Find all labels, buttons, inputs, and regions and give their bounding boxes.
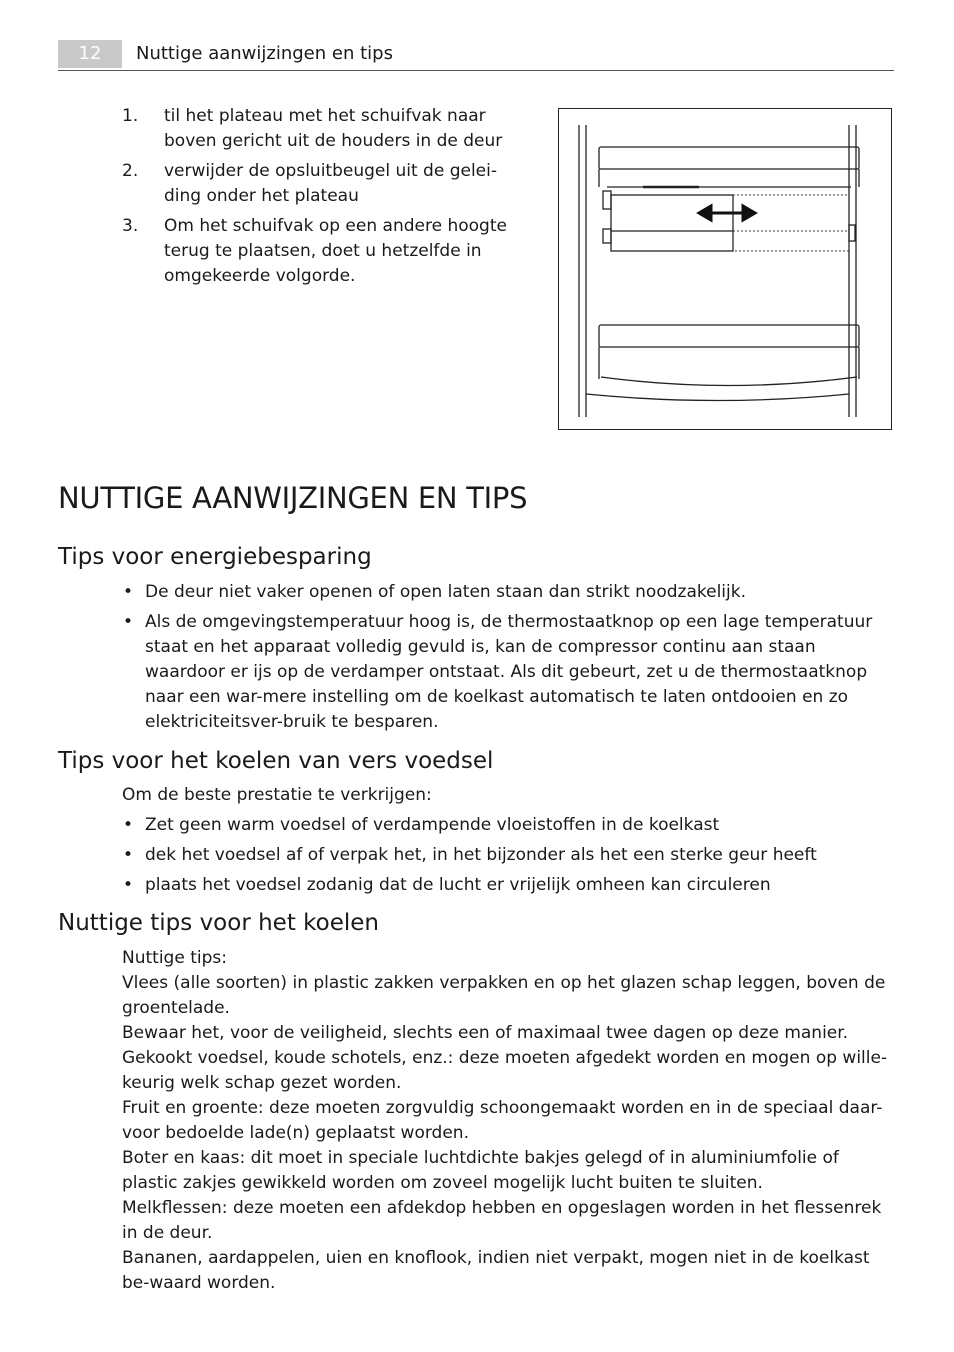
drawer-alt-position bbox=[733, 195, 849, 251]
header-divider bbox=[58, 70, 894, 71]
lower-shelf-lip bbox=[601, 377, 857, 386]
page-number-badge bbox=[58, 40, 122, 68]
list-item-text: dek het voedsel af of verpak het, in het bijzonder als het een sterke geur heeft bbox=[145, 845, 817, 865]
drawer bbox=[611, 195, 733, 251]
tip-line: Vlees (alle soorten) in plastic zakken verpakken en op het glazen schap leggen, boven de groentelade. bbox=[122, 973, 886, 1018]
page-title: NUTTIGE AANWIJZINGEN EN TIPS bbox=[58, 481, 528, 515]
tip-line: Bewaar het, voor de veiligheid, slechts een of maximaal twee dagen op deze manier. bbox=[122, 1023, 849, 1043]
step-number: 3. bbox=[122, 216, 139, 236]
lower-shelf bbox=[599, 325, 859, 347]
page-number: 12 bbox=[78, 43, 102, 64]
step-number: 2. bbox=[122, 161, 139, 181]
fridge-door-drawing bbox=[559, 109, 893, 431]
list-item bbox=[120, 873, 895, 898]
tip-line: Bananen, aardappelen, uien en knoflook, indien niet verpakt, mogen niet in de koelkast be-waard worden. bbox=[122, 1248, 870, 1293]
door-shelf-illustration bbox=[558, 108, 892, 430]
section-intro: Om de beste prestatie te verkrijgen: bbox=[122, 785, 432, 805]
step-item bbox=[120, 159, 510, 209]
fresh-food-tips-list bbox=[120, 813, 895, 903]
list-item bbox=[120, 610, 895, 735]
section-heading-cooling: Nuttige tips voor het koelen bbox=[58, 910, 379, 936]
bullet-icon: • bbox=[123, 875, 134, 895]
list-item bbox=[120, 843, 895, 868]
list-item-text: Zet geen warm voedsel of verdampende vloeistoffen in de koelkast bbox=[145, 815, 720, 835]
step-item bbox=[120, 104, 510, 154]
list-item bbox=[120, 813, 895, 838]
step-text: til het plateau met het schuifvak naar boven gericht uit de houders in de deur bbox=[164, 106, 503, 151]
running-header: Nuttige aanwijzingen en tips bbox=[136, 43, 393, 64]
list-item-text: plaats het voedsel zodanig dat de lucht er vrijelijk omheen kan circuleren bbox=[145, 875, 771, 895]
tip-line: Gekookt voedsel, koude schotels, enz.: deze moeten afgedekt worden en mogen op wille-keurig welk schap gezet worden. bbox=[122, 1048, 888, 1093]
step-number: 1. bbox=[122, 106, 139, 126]
section-heading-energy: Tips voor energiebesparing bbox=[58, 544, 372, 570]
energy-tips-list bbox=[120, 580, 895, 740]
tip-line: Fruit en groente: deze moeten zorgvuldig schoongemaakt worden en in de speciaal daar-voor bedoelde lade(n) geplaatst worden. bbox=[122, 1098, 883, 1143]
upper-shelf bbox=[599, 147, 859, 169]
left-holder bbox=[603, 229, 611, 243]
tip-line: Melkflessen: deze moeten een afdekdop hebben en opgeslagen worden in het flessenrek in de deur. bbox=[122, 1198, 882, 1243]
tip-line: Boter en kaas: dit moet in speciale luchtdichte bakjes gelegd of in aluminiumfolie of plastic zakjes gewikkeld worden om zoveel mogelijk lucht buiten te sluiten. bbox=[122, 1148, 839, 1193]
bullet-icon: • bbox=[123, 815, 134, 835]
section-heading-fresh-food: Tips voor het koelen van vers voedsel bbox=[58, 748, 494, 774]
list-item-text: Als de omgevingstemperatuur hoog is, de thermostaatknop op een lage temperatuur staat en het apparaat volledig gevuld is, kan de compressor continu aan staan waardoor er ijs op de verdamper ontstaat. Als dit gebeurt, zet u de thermostaatknop naar een war-mere instelling om de koelkast automatisch te laten ontdooien en zo elektriciteitsver-bruik te besparen. bbox=[145, 612, 873, 732]
slide-arrow-icon bbox=[699, 206, 755, 220]
door-bottom-curve bbox=[586, 394, 849, 401]
bullet-icon: • bbox=[123, 845, 134, 865]
bullet-icon: • bbox=[123, 612, 134, 632]
right-holder bbox=[849, 225, 855, 241]
step-text: verwijder de opsluitbeugel uit de gelei-ding onder het plateau bbox=[164, 161, 498, 206]
tip-line: Nuttige tips: bbox=[122, 948, 227, 968]
step-text: Om het schuifvak op een andere hoogte terug te plaatsen, doet u hetzelfde in omgekeerde volgorde. bbox=[164, 216, 507, 286]
cooling-tips-text bbox=[122, 946, 897, 1296]
left-holder bbox=[603, 191, 611, 209]
bullet-icon: • bbox=[123, 582, 134, 602]
step-item bbox=[120, 214, 510, 289]
instruction-steps bbox=[120, 104, 510, 294]
list-item-text: De deur niet vaker openen of open laten staan dan strikt noodzakelijk. bbox=[145, 582, 746, 602]
list-item bbox=[120, 580, 895, 605]
